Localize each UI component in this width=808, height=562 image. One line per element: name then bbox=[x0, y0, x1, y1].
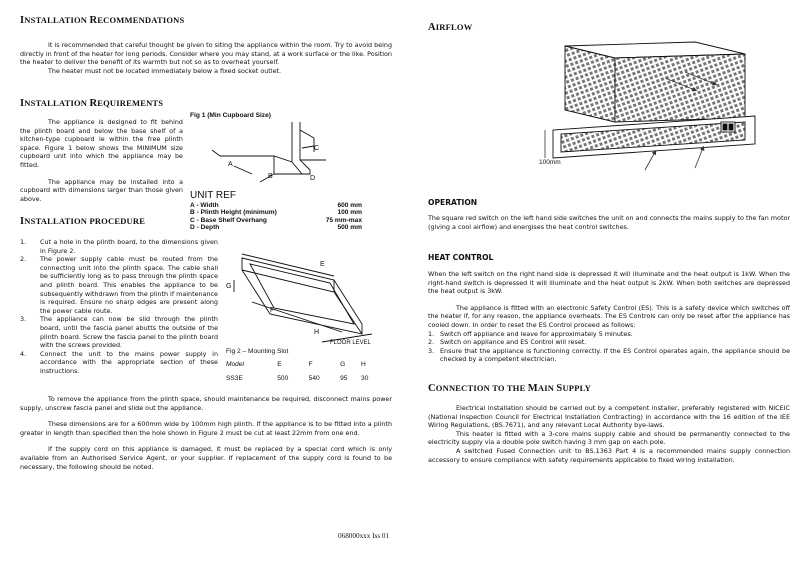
heading-heat-control: HEAT CONTROL bbox=[428, 253, 494, 262]
slot-header-e: E bbox=[277, 360, 282, 368]
fig2-label-floor: FLOOR LEVEL bbox=[330, 340, 372, 346]
fig2-slot-lines bbox=[234, 254, 372, 342]
fig2-label-e: E bbox=[320, 261, 325, 268]
procedure-steps bbox=[20, 238, 218, 376]
heat-step: 2. Switch on appliance and ES Control will reset. bbox=[428, 338, 587, 347]
operation-text bbox=[428, 214, 790, 231]
fig1-label-c: C bbox=[314, 145, 320, 152]
recommendations-text bbox=[20, 41, 392, 75]
slot-cell-e: 500 bbox=[277, 374, 289, 382]
slot-header-h: H bbox=[361, 360, 366, 368]
procedure-step: 4. Connect the unit to the mains power supply in accordance with the appropriate section of these instructions. bbox=[20, 349, 218, 375]
unit-ref-title: UNIT REF bbox=[190, 190, 236, 201]
slot-header-model: Model bbox=[226, 360, 244, 368]
fig1-cupboard-diagram bbox=[190, 118, 390, 186]
connection-paragraph-3: A switched Fused Connection unit to BS.1363 Part 4 is a recommended mains supply connection accessory to ensure compliance with safety requirements applicable to fixed wiring installation. bbox=[428, 446, 790, 464]
procedure-paragraph-1: To remove the appliance from the plinth space, should maintenance be required, disconnect mains power supply, unscrew fascia panel and slide out the appliance. bbox=[20, 395, 392, 412]
fig1-label-b: B bbox=[268, 173, 273, 180]
heat-step: 1. Switch off appliance and leave for approximately 5 minutes. bbox=[428, 329, 633, 338]
fig2-caption: Fig 2 – Mounting Slot bbox=[226, 348, 289, 355]
fig2-slot-diagram bbox=[222, 250, 382, 346]
heading-installation-recommendations: INSTALLATION RECOMMENDATIONS bbox=[20, 15, 185, 26]
connection-text bbox=[428, 404, 790, 464]
airflow-heater-diagram bbox=[539, 40, 785, 180]
document-code-footer: 068000xxx Iss 01 bbox=[338, 532, 390, 540]
unit-ref-row: A - Width 600 mm bbox=[190, 202, 362, 209]
slot-cell-h: 30 bbox=[361, 374, 369, 382]
fig2-label-h: H bbox=[314, 329, 320, 336]
requirements-paragraph-2: The appliance may be installed into a cupboard with dimensions larger than those given above. bbox=[20, 177, 183, 203]
fig2-label-f: F bbox=[270, 307, 275, 314]
heat-paragraph-2: The appliance is fitted with an electronic Safety Control (ES). This is a safety device which switches off the heater if, for any reason, the appliance overheats. The ES Controls can only be reset after the appliance has cooled down. In order to reset the ES Control proceed as follows: bbox=[428, 303, 790, 329]
slot-cell-f: 540 bbox=[308, 374, 320, 382]
unit-ref-row: B - Plinth Height (minimum) 100 mm bbox=[190, 209, 362, 217]
unit-ref-table bbox=[190, 202, 362, 232]
heading-installation-requirements: INSTALLATION REQUIREMENTS bbox=[20, 98, 164, 109]
procedure-step: 3. The appliance can now be slid through the plinth board, until the fascia panel abutts the outside of the plinth board. Screw the fascia panel to the plinth board with the screws provided. bbox=[20, 315, 218, 350]
slot-table-header-row bbox=[226, 357, 382, 371]
heading-installation-procedure: INSTALLATION PROCEDURE bbox=[20, 216, 146, 227]
slot-cell-g: 95 bbox=[340, 374, 348, 382]
procedure-text bbox=[20, 395, 392, 471]
unit-ref-row: D - Depth 500 mm bbox=[190, 224, 362, 232]
procedure-paragraph-3: If the supply cord on this appliance is damaged, it must be replaced by a special cord which is only available from an Authorised Service Agent, or your supplier. If replacement of the supply cord is found to be necessary, the following should be noted. bbox=[20, 445, 392, 471]
slot-table-row bbox=[226, 371, 382, 385]
slot-header-g: G bbox=[340, 360, 346, 368]
fig2-slot-table bbox=[226, 357, 382, 385]
heater-body bbox=[553, 42, 755, 158]
slot-header-f: F bbox=[308, 360, 313, 368]
airflow-dim-label: 100mm bbox=[539, 159, 561, 166]
recommendations-paragraph-1: It is recommended that careful thought be given to siting the appliance within the room. Try to avoid being directly in front of the heater for long periods. Consider where you may stand, at a work surface or the like. Position the heater to deliver the benefit of its warmth but not so as to overheat yourself. bbox=[20, 41, 392, 67]
heat-step: 3. Ensure that the appliance is functioning correctly. If the ES Control operates again, the appliance should be checked by a competent electrician. bbox=[428, 346, 790, 364]
recommendations-paragraph-2: The heater must not be located immediately below a fixed socket outlet. bbox=[48, 66, 282, 75]
heading-operation: OPERATION bbox=[428, 198, 478, 207]
operation-paragraph: The square red switch on the left hand side switches the unit on and connects the mains supply to the fan motor (giving a cool airflow) and energises the heat control switches. bbox=[428, 214, 790, 231]
slot-cell-model: SS3E bbox=[226, 374, 243, 382]
fig2-label-g: G bbox=[226, 283, 232, 290]
heat-control-text bbox=[428, 270, 790, 364]
fig1-caption: Fig 1 (Min Cupboard Size) bbox=[190, 112, 271, 119]
requirements-text bbox=[20, 118, 183, 203]
fig1-label-a: A bbox=[228, 161, 233, 168]
unit-ref-row: C - Base Shelf Overhang 75 mm-max bbox=[190, 216, 362, 224]
heading-connection-mains-supply: CONNECTION TO THE MAIN SUPPLY bbox=[428, 383, 592, 394]
heading-airflow: AIRFLOW bbox=[428, 22, 473, 33]
requirements-paragraph-1: The appliance is designed to fit behind the plinth board and below the base shelf of a kitchen-type cupboard ie within the free plinth space. Figure 1 below shows the MINIMUM size cupboard unit into which the appliance may be fitted. bbox=[20, 118, 183, 169]
fig1-label-d: D bbox=[310, 175, 316, 182]
procedure-step: 2. The power supply cable must be routed from the connecting unit into the plinth space. The cable shall be sufficiently long as to pass through the plinth space and plinth board. This enables the appliance to be subsequently withdrawn from the plinth if maintenance is required. Ensure no sharp edges are present along the power cable route. bbox=[20, 255, 218, 315]
procedure-step: 1. Cut a hole in the plinth board, to the dimensions given in Figure 2. bbox=[20, 238, 218, 255]
procedure-paragraph-2: These dimensions are for a 600mm wide by 100mm high plinth. If the appliance is to be fitted into a plinth greater in length than specified then the hole shown in Figure 2 must be cut at least 22mm from one end. bbox=[20, 420, 392, 437]
connection-paragraph-1: Electrical installation should be carried out by a competent installer, preferably registered with NICEIC (National Inspection Council for Electrical Installation Contracting) in accordance with the 16 edition of the IEE Wiring Regulations, (BS.7671), and any relevant Local Authority bye-laws. bbox=[428, 404, 790, 430]
connection-paragraph-2: This heater is fitted with a 3-core mains supply cable and should be permanently connected to the electricity supply via a double pole switch having 3 mm gap on each pole. bbox=[428, 429, 790, 447]
heat-paragraph-1: When the left switch on the right hand side is depressed it will illuminate and the heat output is 1kW. When the right-hand switch is depressed it will illuminate and the heat output is 2kW. When both switches are depressed the heat output is 3kW. bbox=[428, 270, 790, 296]
